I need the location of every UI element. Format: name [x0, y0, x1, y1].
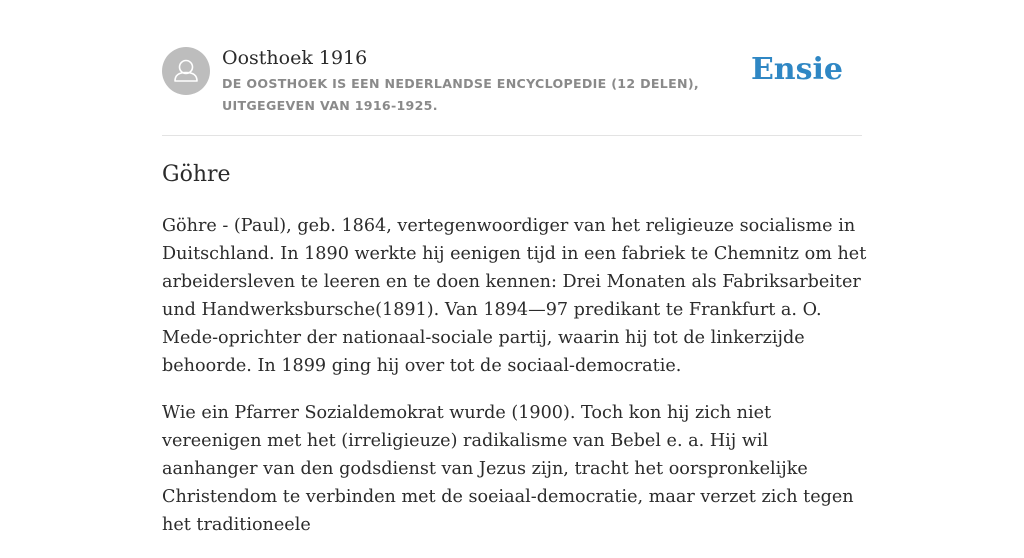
- user-silhouette-icon: [162, 47, 210, 95]
- entry-body: [162, 212, 868, 558]
- source-description: DE OOSTHOEK IS EEN NEDERLANDSE ENCYCLOPEDIE (12 DELEN), UITGEGEVEN VAN 1916-1925.: [222, 76, 699, 113]
- entry-title: Göhre: [162, 162, 231, 187]
- header-divider: [162, 135, 862, 136]
- entry-paragraph: Wie ein Pfarrer Sozialdemokrat wurde (1900). Toch kon hij zich niet vereenigen met het (irreligieuze) radikalisme van Bebel e. a. Hij wil aanhanger van den godsdienst van Jezus zijn, tracht het oorspronkelijke Christendom te verbinden met de soeiaal-democratie, maar verzet zich tegen het traditioneele: [162, 403, 854, 535]
- source-name[interactable]: Oosthoek 1916: [222, 47, 368, 69]
- avatar[interactable]: [162, 47, 210, 95]
- source-header: [162, 46, 862, 116]
- ensie-logo[interactable]: Ensie: [750, 52, 843, 87]
- entry-paragraph: Göhre - (Paul), geb. 1864, vertegenwoordiger van het religieuze socialisme in Duitschland. In 1890 werkte hij eenigen tijd in een fabriek te Chemnitz om het arbeidersleven te leeren en te doen kennen: Drei Monaten als Fabriksarbeiter und Handwerksbursche(1891). Van 1894—97 predikant te Frankfurt a. O. Mede-oprichter der nationaal-sociale partij, waarin hij tot de linkerzijde behoorde. In 1899 ging hij over tot de sociaal-democratie.: [162, 216, 867, 376]
